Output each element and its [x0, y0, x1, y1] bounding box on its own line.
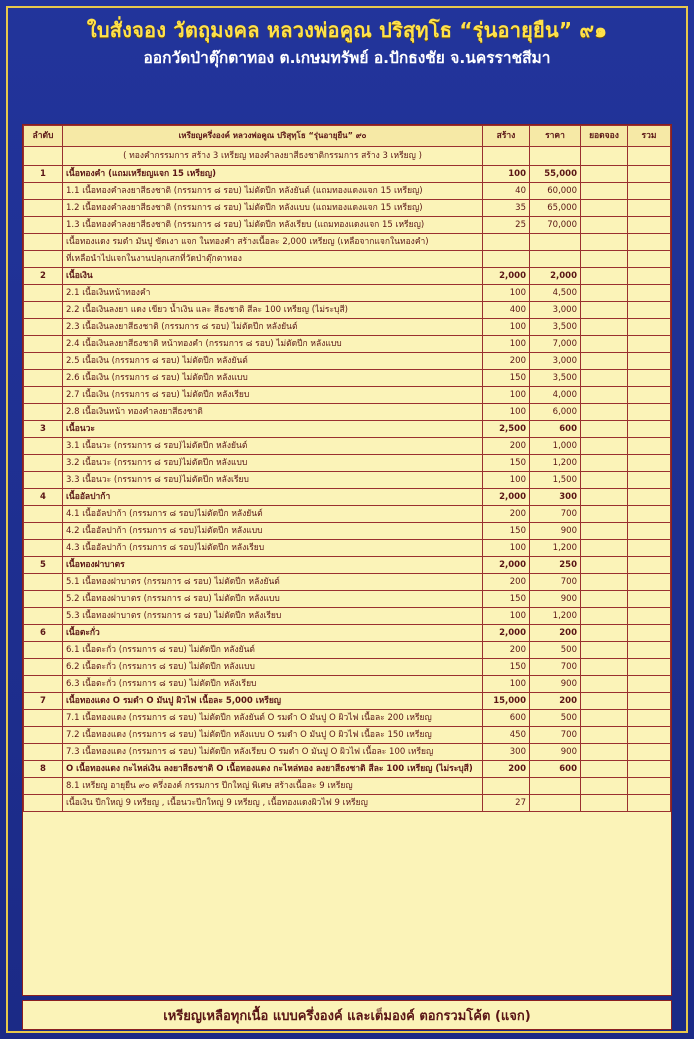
- row-price: 900: [530, 523, 581, 540]
- row-number: [24, 387, 63, 404]
- table-row: [24, 591, 671, 608]
- row-description: 2.7 เนื้อเงิน (กรรมการ ๘ รอบ) ไม่ตัดปีก หลังเรียบ: [63, 387, 483, 404]
- row-price: 700: [530, 659, 581, 676]
- row-number: [24, 523, 63, 540]
- row-description: 2.4 เนื้อเงินลงยาสีธงชาติ หน้าทองคำ (กรรมการ ๘ รอบ) ไม่ตัดปีก หลังแบบ: [63, 336, 483, 353]
- row-price: 600: [530, 421, 581, 438]
- row-quantity-made: 100: [483, 387, 530, 404]
- table-row: [24, 625, 671, 642]
- table-row: [24, 370, 671, 387]
- table-row: [24, 489, 671, 506]
- row-price: 900: [530, 591, 581, 608]
- page-header: [10, 10, 684, 68]
- row-total-field[interactable]: [628, 285, 671, 302]
- subheader-made-cell: [483, 147, 530, 166]
- subheader-price-cell: [530, 147, 581, 166]
- row-price: 65,000: [530, 200, 581, 217]
- row-description: 2.8 เนื้อเงินหน้า ทองคำลงยาสีธงชาติ: [63, 404, 483, 421]
- row-order-quantity-field[interactable]: [581, 319, 628, 336]
- row-price: 4,500: [530, 285, 581, 302]
- row-quantity-made: 100: [483, 404, 530, 421]
- row-total-field[interactable]: [628, 489, 671, 506]
- row-description: 2.3 เนื้อเงินลงยาสีธงชาติ (กรรมการ ๘ รอบ) ไม่ตัดปีก หลังยันต์: [63, 319, 483, 336]
- row-total-field[interactable]: [628, 387, 671, 404]
- table-head: [24, 126, 671, 147]
- row-total-field[interactable]: [628, 251, 671, 268]
- table-body: [24, 147, 671, 812]
- row-quantity-made: [483, 251, 530, 268]
- row-quantity-made: [483, 234, 530, 251]
- row-order-quantity-field[interactable]: [581, 217, 628, 234]
- row-description: เนื้อทองแดง รมดำ มันปู ขัดเงา แจก ในทองคำ สร้างเนื้อละ 2,000 เหรียญ (เหลือจากแจกในทองคำ): [63, 234, 483, 251]
- row-order-quantity-field[interactable]: [581, 591, 628, 608]
- row-description: เนื้อทองคำ (แถมเหรียญแจก 15 เหรียญ): [63, 166, 483, 183]
- table-row: [24, 251, 671, 268]
- row-price: 900: [530, 744, 581, 761]
- table-row: [24, 268, 671, 285]
- row-order-quantity-field[interactable]: [581, 387, 628, 404]
- row-order-quantity-field[interactable]: [581, 455, 628, 472]
- row-price: 4,000: [530, 387, 581, 404]
- row-price: 2,000: [530, 268, 581, 285]
- row-order-quantity-field[interactable]: [581, 438, 628, 455]
- row-total-field[interactable]: [628, 200, 671, 217]
- row-number: [24, 727, 63, 744]
- row-order-quantity-field[interactable]: [581, 744, 628, 761]
- row-total-field[interactable]: [628, 540, 671, 557]
- row-total-field[interactable]: [628, 744, 671, 761]
- footer-text: เหรียญเหลือทุกเนื้อ แบบครึ่งองค์ และเต็มองค์ ตอกรวมโค้ต (แจก): [163, 1008, 531, 1024]
- row-total-field[interactable]: [628, 591, 671, 608]
- table-row: [24, 319, 671, 336]
- row-total-field[interactable]: [628, 455, 671, 472]
- row-description: 7.1 เนื้อทองแดง (กรรมการ ๘ รอบ) ไม่ตัดปีก หลังยันต์ O รมดำ O มันปู O ผิวไฟ เนื้อละ 200 เหรียญ: [63, 710, 483, 727]
- row-total-field[interactable]: [628, 778, 671, 795]
- row-order-quantity-field[interactable]: [581, 370, 628, 387]
- row-quantity-made: 27: [483, 795, 530, 812]
- table-row: [24, 540, 671, 557]
- row-description: 6.2 เนื้อตะกั่ว (กรรมการ ๘ รอบ) ไม่ตัดปีก หลังแบบ: [63, 659, 483, 676]
- table-row: [24, 761, 671, 778]
- row-quantity-made: 100: [483, 540, 530, 557]
- row-order-quantity-field[interactable]: [581, 506, 628, 523]
- row-total-field[interactable]: [628, 404, 671, 421]
- page-subtitle: ออกวัดป่าตุ๊กตาทอง ต.เกษมทรัพย์ อ.ปักธงชัย จ.นครราชสีมา: [143, 49, 551, 67]
- row-number: [24, 319, 63, 336]
- row-price: 700: [530, 727, 581, 744]
- row-quantity-made: 150: [483, 370, 530, 387]
- subheader-order-cell: [581, 147, 628, 166]
- table-row: [24, 353, 671, 370]
- row-quantity-made: 200: [483, 761, 530, 778]
- row-description: ที่เหลือนำไปแจกในงานปลุกเสกที่วัดป่าตุ๊กตาทอง: [63, 251, 483, 268]
- row-price: 700: [530, 506, 581, 523]
- row-number: [24, 472, 63, 489]
- row-order-quantity-field[interactable]: [581, 336, 628, 353]
- row-description: 4.2 เนื้ออัลปาก้า (กรรมการ ๘ รอบ)ไม่ตัดปีก หลังแบบ: [63, 523, 483, 540]
- row-quantity-made: 2,000: [483, 625, 530, 642]
- row-number: [24, 744, 63, 761]
- row-number: [24, 659, 63, 676]
- row-quantity-made: 200: [483, 574, 530, 591]
- row-quantity-made: 15,000: [483, 693, 530, 710]
- row-quantity-made: 100: [483, 319, 530, 336]
- row-order-quantity-field[interactable]: [581, 710, 628, 727]
- row-total-field[interactable]: [628, 642, 671, 659]
- subheader-note: ( ทองคำกรรมการ สร้าง 3 เหรียญ ทองคำลงยาสีธงชาติกรรมการ สร้าง 3 เหรียญ ): [63, 147, 483, 166]
- row-quantity-made: 100: [483, 166, 530, 183]
- row-order-quantity-field[interactable]: [581, 489, 628, 506]
- row-quantity-made: 150: [483, 523, 530, 540]
- row-order-quantity-field[interactable]: [581, 795, 628, 812]
- row-total-field[interactable]: [628, 166, 671, 183]
- row-total-field[interactable]: [628, 659, 671, 676]
- row-price: [530, 251, 581, 268]
- row-number: 6: [24, 625, 63, 642]
- row-description: 5.3 เนื้อทองฝาบาตร (กรรมการ ๘ รอบ) ไม่ตัดปีก หลังเรียบ: [63, 608, 483, 625]
- row-number: [24, 438, 63, 455]
- row-price: 1,200: [530, 540, 581, 557]
- row-quantity-made: 100: [483, 285, 530, 302]
- table-row: [24, 183, 671, 200]
- row-total-field[interactable]: [628, 608, 671, 625]
- row-order-quantity-field[interactable]: [581, 251, 628, 268]
- row-description: 5.1 เนื้อทองฝาบาตร (กรรมการ ๘ รอบ) ไม่ตัดปีก หลังยันต์: [63, 574, 483, 591]
- table-row: [24, 557, 671, 574]
- row-total-field[interactable]: [628, 710, 671, 727]
- row-order-quantity-field[interactable]: [581, 625, 628, 642]
- col-header-description: เหรียญครึ่งองค์ หลวงพ่อคูณ ปริสุทฺโธ “รุ่นอายุยืน” ๙๐: [63, 126, 483, 147]
- row-order-quantity-field[interactable]: [581, 693, 628, 710]
- row-quantity-made: 150: [483, 591, 530, 608]
- row-description: 4.3 เนื้ออัลปาก้า (กรรมการ ๘ รอบ)ไม่ตัดปีก หลังเรียบ: [63, 540, 483, 557]
- row-number: [24, 795, 63, 812]
- row-total-field[interactable]: [628, 506, 671, 523]
- row-price: 200: [530, 625, 581, 642]
- row-price: [530, 778, 581, 795]
- row-price: 500: [530, 710, 581, 727]
- row-price: 3,000: [530, 353, 581, 370]
- row-price: 3,500: [530, 370, 581, 387]
- row-price: 250: [530, 557, 581, 574]
- table-row: [24, 778, 671, 795]
- row-order-quantity-field[interactable]: [581, 285, 628, 302]
- row-number: [24, 540, 63, 557]
- row-quantity-made: 400: [483, 302, 530, 319]
- row-quantity-made: 150: [483, 659, 530, 676]
- row-number: [24, 234, 63, 251]
- row-quantity-made: 450: [483, 727, 530, 744]
- table-row: [24, 744, 671, 761]
- row-price: 300: [530, 489, 581, 506]
- row-description: 2.6 เนื้อเงิน (กรรมการ ๘ รอบ) ไม่ตัดปีก หลังแบบ: [63, 370, 483, 387]
- table-row: [24, 217, 671, 234]
- row-number: [24, 183, 63, 200]
- row-number: [24, 676, 63, 693]
- row-total-field[interactable]: [628, 217, 671, 234]
- row-number: [24, 778, 63, 795]
- subheader-no-cell: [24, 147, 63, 166]
- order-table-sheet: [22, 124, 672, 996]
- row-order-quantity-field[interactable]: [581, 540, 628, 557]
- row-quantity-made: 150: [483, 455, 530, 472]
- table-row: [24, 795, 671, 812]
- row-order-quantity-field[interactable]: [581, 523, 628, 540]
- row-description: 1.2 เนื้อทองคำลงยาสีธงชาติ (กรรมการ ๘ รอบ) ไม่ตัดปีก หลังแบบ (แถมทองแดงแจก 15 เหรียญ): [63, 200, 483, 217]
- row-quantity-made: 600: [483, 710, 530, 727]
- row-number: [24, 302, 63, 319]
- row-price: 55,000: [530, 166, 581, 183]
- row-order-quantity-field[interactable]: [581, 642, 628, 659]
- table-row: [24, 302, 671, 319]
- row-order-quantity-field[interactable]: [581, 268, 628, 285]
- table-row: [24, 387, 671, 404]
- row-price: 60,000: [530, 183, 581, 200]
- row-description: เนื้ออัลปาก้า: [63, 489, 483, 506]
- row-description: 4.1 เนื้ออัลปาก้า (กรรมการ ๘ รอบ)ไม่ตัดปีก หลังยันต์: [63, 506, 483, 523]
- row-description: เนื้อเงิน: [63, 268, 483, 285]
- row-price: 900: [530, 676, 581, 693]
- row-price: 600: [530, 761, 581, 778]
- row-total-field[interactable]: [628, 421, 671, 438]
- row-order-quantity-field[interactable]: [581, 200, 628, 217]
- row-total-field[interactable]: [628, 183, 671, 200]
- table-row: [24, 693, 671, 710]
- table-row: [24, 234, 671, 251]
- order-table: [23, 125, 671, 812]
- row-total-field[interactable]: [628, 302, 671, 319]
- row-total-field[interactable]: [628, 353, 671, 370]
- row-description: 2.1 เนื้อเงินหน้าทองคำ: [63, 285, 483, 302]
- row-total-field[interactable]: [628, 761, 671, 778]
- row-number: [24, 608, 63, 625]
- row-number: [24, 710, 63, 727]
- row-order-quantity-field[interactable]: [581, 761, 628, 778]
- row-price: 700: [530, 574, 581, 591]
- row-number: [24, 285, 63, 302]
- row-order-quantity-field[interactable]: [581, 166, 628, 183]
- row-total-field[interactable]: [628, 574, 671, 591]
- row-description: 5.2 เนื้อทองฝาบาตร (กรรมการ ๘ รอบ) ไม่ตัดปีก หลังแบบ: [63, 591, 483, 608]
- table-header-row: [24, 126, 671, 147]
- row-order-quantity-field[interactable]: [581, 557, 628, 574]
- row-price: 1,000: [530, 438, 581, 455]
- col-header-total: รวม: [628, 126, 671, 147]
- row-description: 1.3 เนื้อทองคำลงยาสีธงชาติ (กรรมการ ๘ รอบ) ไม่ตัดปีก หลังเรียบ (แถมทองแดงแจก 15 เหรียญ): [63, 217, 483, 234]
- col-header-price: ราคา: [530, 126, 581, 147]
- col-header-no: ลำดับ: [24, 126, 63, 147]
- row-total-field[interactable]: [628, 370, 671, 387]
- row-quantity-made: 100: [483, 472, 530, 489]
- row-price: [530, 795, 581, 812]
- row-quantity-made: 35: [483, 200, 530, 217]
- row-order-quantity-field[interactable]: [581, 676, 628, 693]
- row-quantity-made: 25: [483, 217, 530, 234]
- row-number: [24, 455, 63, 472]
- row-order-quantity-field[interactable]: [581, 234, 628, 251]
- row-total-field[interactable]: [628, 693, 671, 710]
- row-description: 6.1 เนื้อตะกั่ว (กรรมการ ๘ รอบ) ไม่ตัดปีก หลังยันต์: [63, 642, 483, 659]
- row-price: 3,000: [530, 302, 581, 319]
- table-row: [24, 200, 671, 217]
- row-number: 4: [24, 489, 63, 506]
- table-row: [24, 523, 671, 540]
- row-order-quantity-field[interactable]: [581, 608, 628, 625]
- row-description: 1.1 เนื้อทองคำลงยาสีธงชาติ (กรรมการ ๘ รอบ) ไม่ตัดปีก หลังยันต์ (แถมทองแดงแจก 15 เหรียญ): [63, 183, 483, 200]
- row-order-quantity-field[interactable]: [581, 183, 628, 200]
- row-order-quantity-field[interactable]: [581, 727, 628, 744]
- table-row: [24, 506, 671, 523]
- row-number: [24, 574, 63, 591]
- row-quantity-made: 2,000: [483, 557, 530, 574]
- row-quantity-made: 2,000: [483, 489, 530, 506]
- table-row: [24, 166, 671, 183]
- row-description: เนื้อตะกั่ว: [63, 625, 483, 642]
- row-description: 2.2 เนื้อเงินลงยา แดง เขียว น้ำเงิน และ สีธงชาติ สีละ 100 เหรียญ (ไม่ระบุสี): [63, 302, 483, 319]
- row-description: 3.2 เนื้อนวะ (กรรมการ ๘ รอบ)ไม่ตัดปีก หลังแบบ: [63, 455, 483, 472]
- row-total-field[interactable]: [628, 795, 671, 812]
- row-price: 7,000: [530, 336, 581, 353]
- row-number: 3: [24, 421, 63, 438]
- row-price: 200: [530, 693, 581, 710]
- row-quantity-made: 2,000: [483, 268, 530, 285]
- row-description: 6.3 เนื้อตะกั่ว (กรรมการ ๘ รอบ) ไม่ตัดปีก หลังเรียบ: [63, 676, 483, 693]
- row-number: [24, 251, 63, 268]
- row-order-quantity-field[interactable]: [581, 302, 628, 319]
- row-number: [24, 200, 63, 217]
- row-quantity-made: 2,500: [483, 421, 530, 438]
- row-description: 8.1 เหรียญ อายุยืน ๙๐ ครึ่งองค์ กรรมการ ปีกใหญ่ พิเศษ สร้างเนื้อละ 9 เหรียญ: [63, 778, 483, 795]
- row-quantity-made: 200: [483, 642, 530, 659]
- row-total-field[interactable]: [628, 523, 671, 540]
- table-row: [24, 472, 671, 489]
- table-row: [24, 421, 671, 438]
- table-row: [24, 404, 671, 421]
- row-number: [24, 642, 63, 659]
- row-description: 3.3 เนื้อนวะ (กรรมการ ๘ รอบ)ไม่ตัดปีก หลังเรียบ: [63, 472, 483, 489]
- row-quantity-made: 200: [483, 353, 530, 370]
- table-row: [24, 710, 671, 727]
- row-number: 5: [24, 557, 63, 574]
- table-row: [24, 336, 671, 353]
- col-header-order-qty: ยอดจอง: [581, 126, 628, 147]
- table-row: [24, 727, 671, 744]
- row-price: 6,000: [530, 404, 581, 421]
- row-quantity-made: 200: [483, 506, 530, 523]
- row-order-quantity-field[interactable]: [581, 421, 628, 438]
- row-number: 1: [24, 166, 63, 183]
- row-description: เนื้อนวะ: [63, 421, 483, 438]
- row-description: O เนื้อทองแดง กะไหล่เงิน ลงยาสีธงชาติ O เนื้อทองแดง กะไหล่ทอง ลงยาสีธงชาติ สีละ 100 เหรียญ (ไม่ระบุสี): [63, 761, 483, 778]
- subheader-total-cell: [628, 147, 671, 166]
- table-row: [24, 642, 671, 659]
- row-quantity-made: 100: [483, 336, 530, 353]
- col-header-made: สร้าง: [483, 126, 530, 147]
- row-total-field[interactable]: [628, 438, 671, 455]
- table-row: [24, 455, 671, 472]
- row-number: [24, 217, 63, 234]
- row-price: 1,200: [530, 455, 581, 472]
- row-description: 3.1 เนื้อนวะ (กรรมการ ๘ รอบ)ไม่ตัดปีก หลังยันต์: [63, 438, 483, 455]
- row-total-field[interactable]: [628, 557, 671, 574]
- row-description: 7.3 เนื้อทองแดง (กรรมการ ๘ รอบ) ไม่ตัดปีก หลังเรียบ O รมดำ O มันปู O ผิวไฟ เนื้อละ 100 เหรียญ: [63, 744, 483, 761]
- page-title: ใบสั่งจอง วัตถุมงคล หลวงพ่อคูณ ปริสุทฺโธ “รุ่นอายุยืน” ๙๑: [86, 18, 608, 42]
- row-quantity-made: 100: [483, 676, 530, 693]
- table-row: [24, 608, 671, 625]
- row-total-field[interactable]: [628, 234, 671, 251]
- table-row: [24, 676, 671, 693]
- row-price: 70,000: [530, 217, 581, 234]
- row-description: 2.5 เนื้อเงิน (กรรมการ ๘ รอบ) ไม่ตัดปีก หลังยันต์: [63, 353, 483, 370]
- row-price: [530, 234, 581, 251]
- row-price: 1,200: [530, 608, 581, 625]
- row-description: เนื้อทองฝาบาตร: [63, 557, 483, 574]
- row-order-quantity-field[interactable]: [581, 659, 628, 676]
- row-number: [24, 353, 63, 370]
- row-quantity-made: 40: [483, 183, 530, 200]
- row-total-field[interactable]: [628, 268, 671, 285]
- row-total-field[interactable]: [628, 336, 671, 353]
- row-order-quantity-field[interactable]: [581, 472, 628, 489]
- row-order-quantity-field[interactable]: [581, 574, 628, 591]
- row-number: 7: [24, 693, 63, 710]
- table-row: [24, 659, 671, 676]
- row-number: [24, 370, 63, 387]
- row-total-field[interactable]: [628, 472, 671, 489]
- row-description: เนื้อทองแดง O รมดำ O มันปู ผิวไฟ เนื้อละ 5,000 เหรียญ: [63, 693, 483, 710]
- row-total-field[interactable]: [628, 676, 671, 693]
- row-number: [24, 506, 63, 523]
- row-price: 3,500: [530, 319, 581, 336]
- row-quantity-made: 300: [483, 744, 530, 761]
- table-row: [24, 285, 671, 302]
- row-number: [24, 404, 63, 421]
- table-row: [24, 574, 671, 591]
- row-number: [24, 591, 63, 608]
- row-number: 8: [24, 761, 63, 778]
- row-quantity-made: [483, 778, 530, 795]
- row-quantity-made: 100: [483, 608, 530, 625]
- row-total-field[interactable]: [628, 727, 671, 744]
- row-total-field[interactable]: [628, 625, 671, 642]
- row-description: 7.2 เนื้อทองแดง (กรรมการ ๘ รอบ) ไม่ตัดปีก หลังแบบ O รมดำ O มันปู O ผิวไฟ เนื้อละ 150 เหรียญ: [63, 727, 483, 744]
- row-price: 1,500: [530, 472, 581, 489]
- row-total-field[interactable]: [628, 319, 671, 336]
- row-description: เนื้อเงิน ปีกใหญ่ 9 เหรียญ , เนื้อนวะปีกใหญ่ 9 เหรียญ , เนื้อทองแดงผิวไฟ 9 เหรียญ: [63, 795, 483, 812]
- table-subheader-row: [24, 147, 671, 166]
- table-row: [24, 438, 671, 455]
- row-order-quantity-field[interactable]: [581, 353, 628, 370]
- row-number: [24, 336, 63, 353]
- row-quantity-made: 200: [483, 438, 530, 455]
- row-price: 500: [530, 642, 581, 659]
- row-order-quantity-field[interactable]: [581, 778, 628, 795]
- row-number: 2: [24, 268, 63, 285]
- footer-note: [22, 1000, 672, 1030]
- row-order-quantity-field[interactable]: [581, 404, 628, 421]
